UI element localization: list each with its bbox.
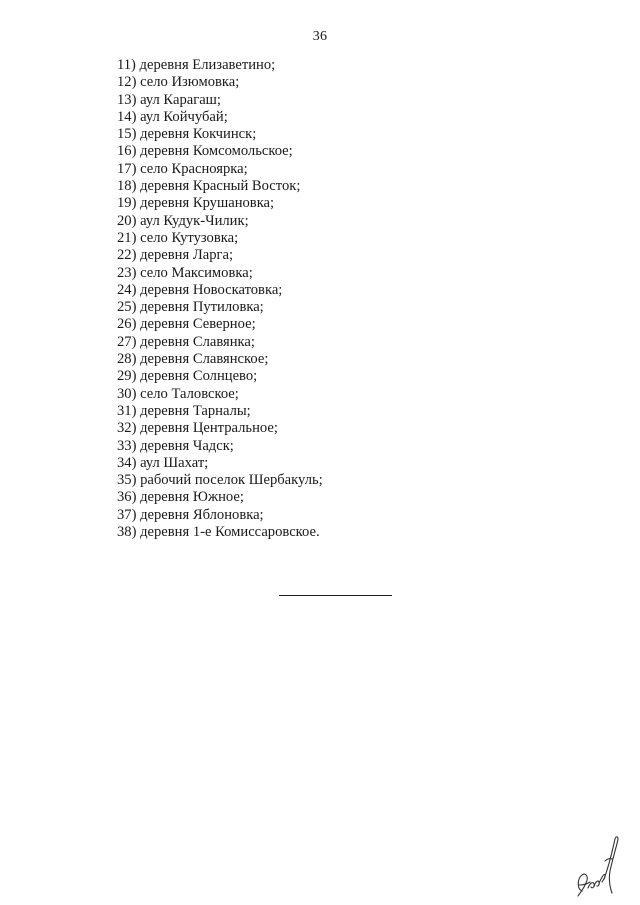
list-item: 14) аул Койчубай; — [117, 108, 228, 125]
list-item: 18) деревня Красный Восток; — [117, 178, 301, 195]
list-item: 15) деревня Кокчинск; — [117, 126, 257, 143]
page-number: 36 — [312, 29, 328, 44]
list-item: 35) рабочий поселок Шербакуль; — [117, 472, 323, 489]
list-item: 31) деревня Тарналы; — [117, 402, 251, 419]
list-item: 38) деревня 1-е Комиссаровское. — [117, 524, 320, 541]
list-item: 25) деревня Путиловка; — [117, 299, 264, 316]
list-item: 17) село Красноярка; — [117, 160, 248, 177]
list-item: 32) деревня Центральное; — [117, 420, 278, 437]
list-item: 22) деревня Ларга; — [117, 247, 234, 264]
list-item: 34) аул Шахат; — [117, 454, 209, 471]
list-item: 16) деревня Комсомольское; — [117, 143, 293, 160]
list-item: 30) село Таловское; — [117, 385, 239, 402]
list-item: 37) деревня Яблоновка; — [117, 506, 264, 523]
list-item: 33) деревня Чадск; — [117, 437, 234, 454]
list-item: 24) деревня Новоскатовка; — [117, 281, 283, 298]
list-item: 20) аул Кудук-Чилик; — [117, 212, 249, 229]
list-item: 12) село Изюмовка; — [117, 74, 240, 91]
list-item: 19) деревня Крушановка; — [117, 195, 275, 212]
handwritten-signature — [574, 833, 620, 897]
list-item: 28) деревня Славянское; — [117, 351, 269, 368]
settlement-list — [117, 57, 323, 541]
list-item: 23) село Максимовка; — [117, 264, 253, 281]
list-item: 27) деревня Славянка; — [117, 333, 255, 350]
end-of-list-rule — [279, 595, 392, 596]
list-item: 26) деревня Северное; — [117, 316, 256, 333]
list-item: 11) деревня Елизаветино; — [117, 57, 276, 73]
list-item: 29) деревня Солнцево; — [117, 368, 258, 385]
list-item: 13) аул Карагаш; — [117, 91, 221, 108]
list-item: 36) деревня Южное; — [117, 489, 244, 506]
list-item: 21) село Кутузовка; — [117, 229, 239, 246]
